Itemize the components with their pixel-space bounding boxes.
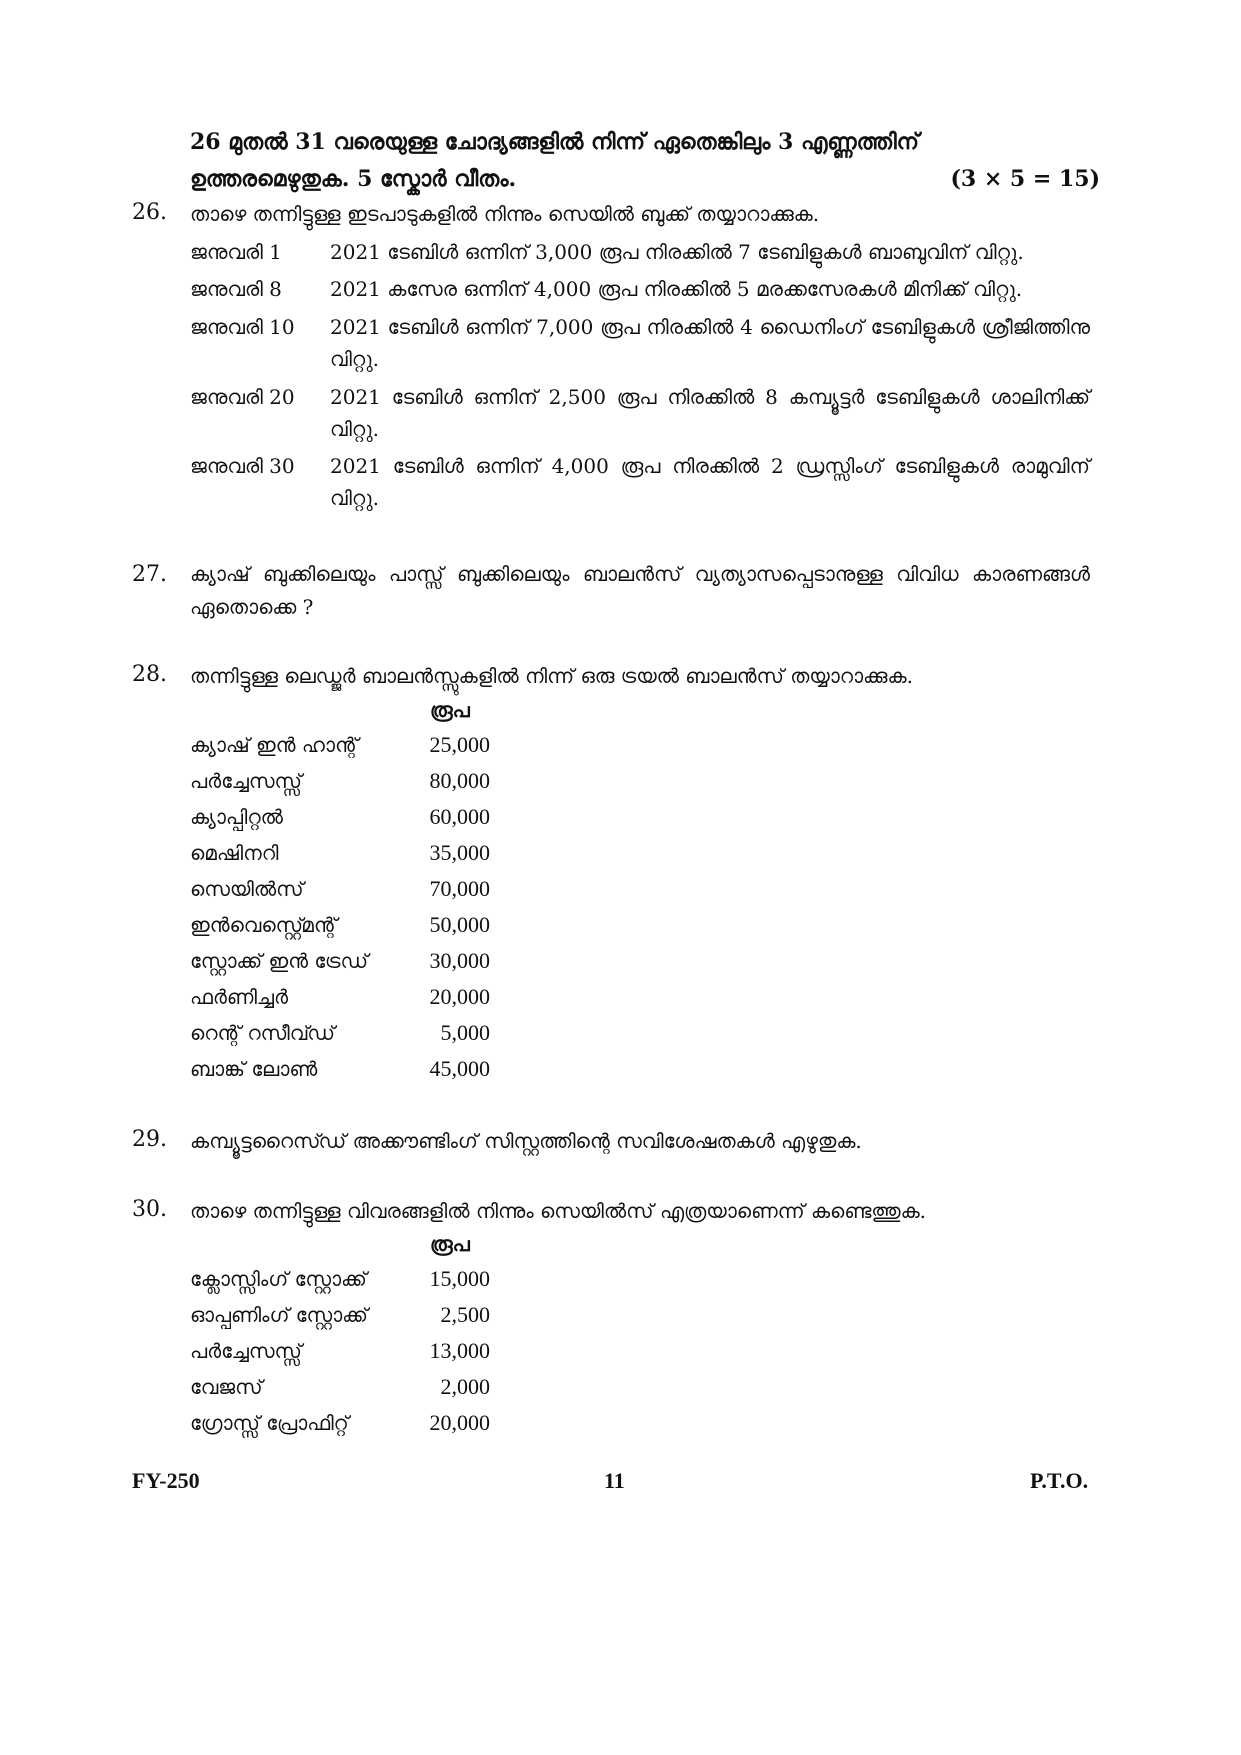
sales-item xyxy=(190,1406,490,1440)
ledger-amount: 25,000 xyxy=(429,732,490,757)
ledger-item xyxy=(190,1016,490,1050)
ledger-amount: 45,000 xyxy=(429,1056,490,1081)
question-text-26: താഴെ തന്നിട്ടുള്ള ഇടപാടുകളിൽ നിന്നും സെയിൽ ബുക്ക് തയ്യാറാക്കുക. xyxy=(190,202,820,226)
question-number-29: 29. xyxy=(132,1127,167,1152)
sales-label: ഓപ്പണിംഗ് സ്റ്റോക്ക് xyxy=(190,1303,368,1327)
question-number-26: 26. xyxy=(132,200,167,225)
ledger-item xyxy=(190,836,490,870)
sales-amount: 2,000 xyxy=(440,1374,490,1399)
ledger-item xyxy=(190,944,490,978)
question-number-27: 27. xyxy=(132,562,167,587)
instruction-line-1: 26 മുതൽ 31 വരെയുള്ള ചോദ്യങ്ങളിൽ നിന്ന് ഏതെങ്കിലും 3 എണ്ണത്തിന് xyxy=(190,129,920,155)
transaction-date: ജനുവരി 10 xyxy=(190,315,295,339)
ledger-amount: 35,000 xyxy=(429,840,490,865)
sales-amount: 13,000 xyxy=(429,1338,490,1363)
ledger-label: ക്യാപ്പിറ്റൽ xyxy=(190,805,283,829)
sales-label: ഗ്രോസ്സ് പ്രോഫിറ്റ് xyxy=(190,1411,349,1435)
ledger-label: സ്റ്റോക്ക് ഇൻ ട്രേഡ് xyxy=(190,949,369,973)
ledger-item xyxy=(190,908,490,942)
ledger-label: ക്യാഷ് ഇൻ ഹാന്റ് xyxy=(190,733,359,757)
ledger-amount: 80,000 xyxy=(429,768,490,793)
ledger-label: ബാങ്ക് ലോൺ xyxy=(190,1057,318,1081)
currency-header: രൂപ xyxy=(430,698,470,722)
question-text-29: കമ്പ്യൂട്ടറൈസ്ഡ് അക്കൗണ്ടിംഗ് സിസ്റ്റത്തിന്റെ സവിശേഷതകൾ എഴുതുക. xyxy=(190,1129,862,1153)
ledger-label: ഇൻവെസ്റ്റ്മെന്റ് xyxy=(190,913,338,937)
ledger-label: മെഷിനറി xyxy=(190,841,279,865)
transaction-description: 2021 ടേബിൾ ഒന്നിന് 2,500 രൂപ നിരക്കിൽ 8 കമ്പ്യൂട്ടർ ടേബിളുകൾ ശാലിനിക്ക് വിറ്റു. xyxy=(330,385,1090,441)
instruction-line-2: ഉത്തരമെഴുതുക. 5 സ്കോർ വീതം. xyxy=(190,166,517,192)
ledger-item xyxy=(190,980,490,1014)
ledger-amount: 30,000 xyxy=(429,948,490,973)
transaction-date: ജനുവരി 20 xyxy=(190,385,295,409)
transaction-description: 2021 ടേബിൾ ഒന്നിന് 4,000 രൂപ നിരക്കിൽ 2 ഡ്രസ്സിംഗ് ടേബിളുകൾ രാമുവിന് വിറ്റു. xyxy=(330,454,1090,510)
question-text-28: തന്നിട്ടുള്ള ലെഡ്ജർ ബാലൻസ്സുകളിൽ നിന്ന് ഒരു ട്രയൽ ബാലൻസ് തയ്യാറാക്കുക. xyxy=(190,664,913,688)
sales-label: വേജസ് xyxy=(190,1375,263,1399)
question-number-30: 30. xyxy=(132,1197,167,1222)
transaction-description: 2021 കസേര ഒന്നിന് 4,000 രൂപ നിരക്കിൽ 5 മരക്കസേരകൾ മിനിക്ക് വിറ്റു. xyxy=(330,277,1023,301)
sales-item xyxy=(190,1262,490,1296)
ledger-item xyxy=(190,728,490,762)
transaction-date: ജനുവരി 1 xyxy=(190,240,282,264)
sales-item xyxy=(190,1334,490,1368)
question-text-27: ക്യാഷ് ബുക്കിലെയും പാസ്സ് ബുക്കിലെയും ബാലൻസ് വ്യത്യാസപ്പെടാനുള്ള വിവിധ കാരണങ്ങൾ ഏതൊക്കെ ? xyxy=(190,562,1090,619)
sales-item xyxy=(190,1370,490,1404)
paper-code: FY-250 xyxy=(132,1468,200,1493)
ledger-item xyxy=(190,764,490,798)
ledger-label: റെന്റ് റസീവ്ഡ് xyxy=(190,1021,335,1045)
ledger-label: ഫർണിച്ചർ xyxy=(190,985,289,1009)
currency-header: രൂപ xyxy=(430,1232,470,1256)
sales-item xyxy=(190,1298,490,1332)
sales-amount: 2,500 xyxy=(440,1302,490,1327)
instruction-line-2-row xyxy=(190,161,1100,198)
sales-amount: 15,000 xyxy=(429,1266,490,1291)
transaction-date: ജനുവരി 8 xyxy=(190,277,282,301)
ledger-amount: 70,000 xyxy=(429,876,490,901)
ledger-amount: 5,000 xyxy=(440,1020,490,1045)
ledger-amount: 20,000 xyxy=(429,984,490,1009)
section-instruction xyxy=(190,124,1100,198)
ledger-item xyxy=(190,1052,490,1086)
please-turn-over: P.T.O. xyxy=(1030,1468,1089,1493)
ledger-amount: 60,000 xyxy=(429,804,490,829)
ledger-item xyxy=(190,872,490,906)
sales-label: ക്ലോസ്സിംഗ് സ്റ്റോക്ക് xyxy=(190,1267,367,1291)
ledger-amount: 50,000 xyxy=(429,912,490,937)
transaction-description: 2021 ടേബിൾ ഒന്നിന് 7,000 രൂപ നിരക്കിൽ 4 ഡൈനിംഗ് ടേബിളുകൾ ശ്രീജിത്തിനു വിറ്റു. xyxy=(330,315,1090,371)
ledger-item xyxy=(190,800,490,834)
transaction-date: ജനുവരി 30 xyxy=(190,454,295,478)
ledger-label: സെയിൽസ് xyxy=(190,877,304,901)
sales-label: പർച്ചേസസ്സ് xyxy=(190,1339,302,1363)
question-text-30: താഴെ തന്നിട്ടുള്ള വിവരങ്ങളിൽ നിന്നും സെയിൽസ് എത്രയാണെന്ന് കണ്ടെത്തുക. xyxy=(190,1199,927,1223)
ledger-label: പർച്ചേസസ്സ് xyxy=(190,769,302,793)
marks-allocation: (3 × 5 = 15) xyxy=(950,166,1100,192)
sales-amount: 20,000 xyxy=(429,1410,490,1435)
transaction-description: 2021 ടേബിൾ ഒന്നിന് 3,000 രൂപ നിരക്കിൽ 7 ടേബിളുകൾ ബാബുവിന് വിറ്റു. xyxy=(330,240,1024,264)
question-number-28: 28. xyxy=(132,662,167,687)
page-number: 11 xyxy=(604,1468,625,1493)
